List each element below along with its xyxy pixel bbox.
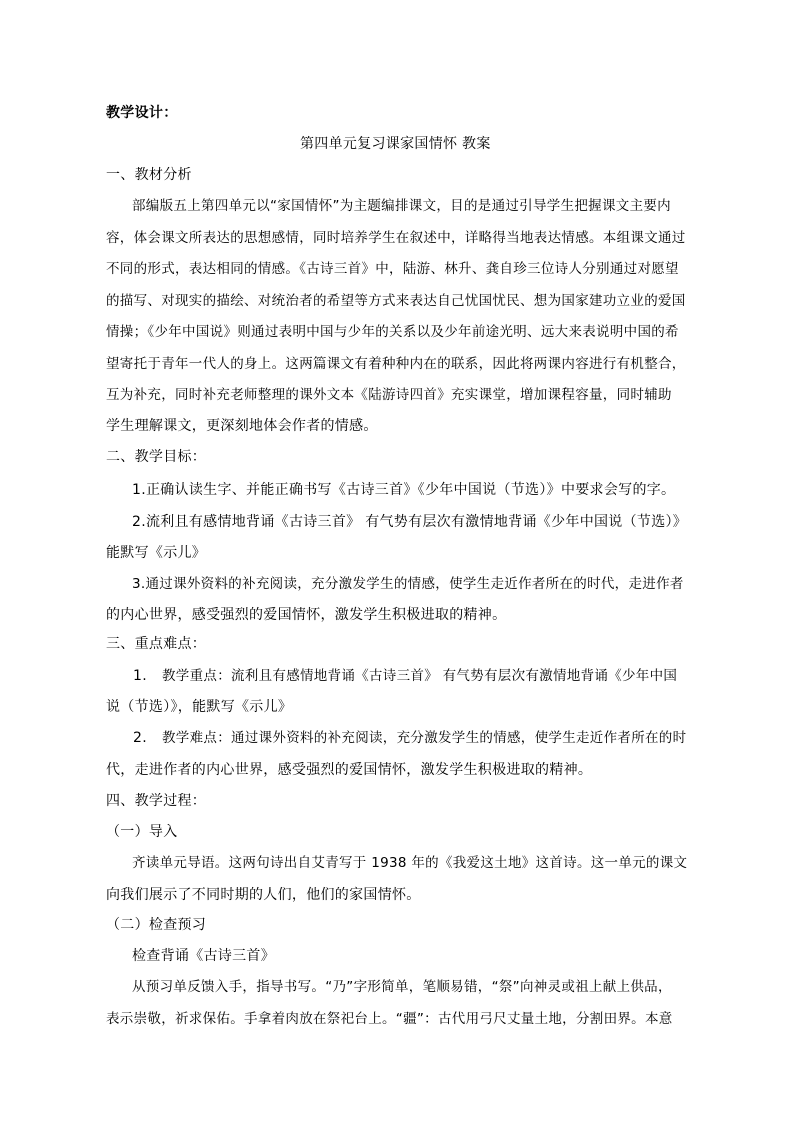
document-title: 第四单元复习课家国情怀 教案 [300, 136, 491, 152]
paragraph-line: 检查背诵《古诗三首》 [132, 948, 275, 964]
paragraph-line: 不同的形式，表达相同的情感。《古诗三首》中，陆游、林升、龚自珍三位诗人分别通过对愿望 [106, 261, 679, 277]
list-number: 1. [133, 668, 147, 684]
goal-item: 1.正确认读生字、并能正确书写《古诗三首》《少年中国说（节选）》中要求会写的字。 [132, 482, 676, 498]
key-point: 教学重点：流利且有感情地背诵《古诗三首》 有气势有层次有激情地背诵《少年中国 [162, 668, 678, 684]
paragraph-line: 的描写、对现实的描绘、对统治者的希望等方式来表达自己忧国忧民、想为国家建功立业的爱国 [106, 293, 686, 309]
subsection-heading: （二）检查预习 [106, 917, 207, 933]
paragraph-line: 部编版五上第四单元以“家国情怀”为主题编排课文，目的是通过引导学生把握课文主要内 [132, 198, 671, 214]
paragraph-line: 齐读单元导语。这两句诗出自艾青写于 1938 年的《我爱这土地》这首诗。这一单元的课文 [132, 855, 688, 871]
paragraph-line: 互为补充，同时补充老师整理的课外文本《陆游诗四首》充实课堂，增加课程容量，同时辅助 [106, 387, 672, 403]
paragraph-line: 容，体会课文所表达的思想感情，同时培养学生在叙述中，详略得当地表达情感。本组课文通过 [106, 230, 686, 246]
paragraph-line: 从预习单反馈入手，指导书写。“乃”字形简单，笔顺易错，“祭”向神灵或祖上献上供品， [132, 979, 672, 995]
goal-item: 3.通过课外资料的补充阅读，充分激发学生的情感，使学生走近作者所在的时代，走进作者 [132, 576, 684, 592]
list-number: 2. [133, 730, 147, 746]
subsection-heading: （一）导入 [106, 824, 178, 840]
difficult-point-cont: 代，走进作者的内心世界，感受强烈的爱国情怀，激发学生积极进取的精神。 [106, 762, 593, 778]
paragraph-line: 情操；《少年中国说》则通过表明中国与少年的关系以及少年前途光明、远大来表说明中国的希 [106, 324, 679, 340]
difficult-point: 教学难点：通过课外资料的补充阅读，充分激发学生的情感，使学生走近作者所在的时 [162, 730, 687, 746]
paragraph-line: 望寄托于青年一代人的身上。这两篇课文有着种种内在的联系，因此将两课内容进行有机整合， [106, 356, 686, 372]
paragraph-line: 表示崇敬，祈求保佑。手拿着肉放在祭祀台上。“疆”：古代用弓尺丈量土地，分割田界。本意 [106, 1011, 673, 1027]
key-point-cont: 说（节选）》，能默写《示儿》 [106, 699, 293, 715]
paragraph-line: 向我们展示了不同时期的人们，他们的家国情怀。 [106, 887, 421, 903]
goal-item-cont: 能默写《示儿》 [106, 545, 207, 561]
section-heading: 二、教学目标： [106, 449, 207, 465]
section-heading: 一、教材分析 [106, 167, 192, 183]
goal-item: 2.流利且有感情地背诵《古诗三首》 有气势有层次有激情地背诵《少年中国说（节选）》 [132, 514, 688, 530]
goal-item-cont: 的内心世界，感受强烈的爱国情怀，激发学生积极进取的精神。 [106, 607, 507, 623]
section-heading: 四、教学过程： [106, 793, 207, 809]
design-label: 教学设计： [106, 105, 178, 121]
section-heading: 三、重点难点： [106, 636, 207, 652]
paragraph-line: 学生理解课文，更深刻地体会作者的情感。 [106, 418, 378, 434]
